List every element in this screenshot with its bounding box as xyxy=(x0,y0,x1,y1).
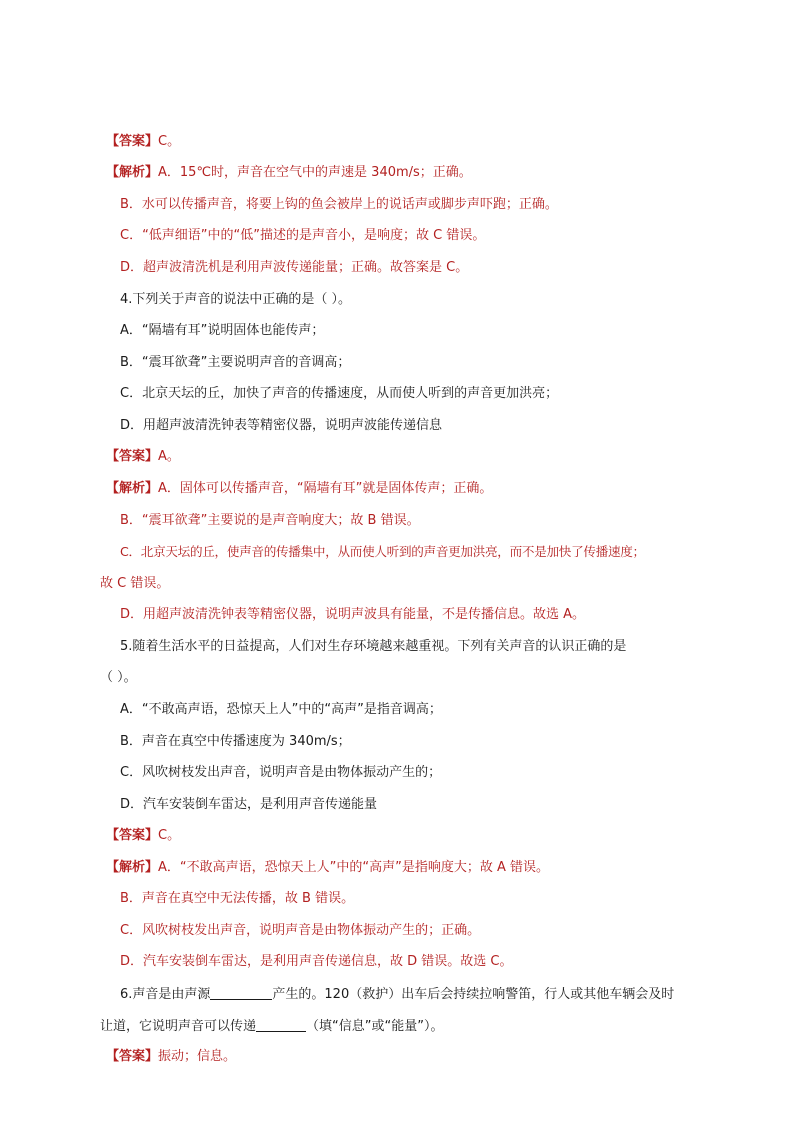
q3-analysis-a-line xyxy=(106,164,472,182)
q5-option-b: B．声音在真空中传播速度为 340m/s； xyxy=(120,734,351,749)
answer-label: 【答案】 xyxy=(106,828,159,843)
q6-stem-2b: （填“信息”或“能量”）。 xyxy=(306,1019,444,1034)
q5-option-d: D．汽车安装倒车雷达，是利用声音传递能量 xyxy=(120,797,378,812)
fill-blank-1 xyxy=(210,985,272,1000)
q6-stem-1b: 产生的。120（救护）出车后会持续拉响警笛，行人或其他车辆会及时 xyxy=(272,987,675,1002)
q3-analysis-a: A．15℃时，声音在空气中的声速是 340m/s；正确。 xyxy=(158,165,472,180)
q4-option-a: A．“隔墙有耳”说明固体也能传声； xyxy=(120,323,325,338)
answer-label: 【答案】 xyxy=(106,134,159,149)
q6-stem-2a: 让道，它说明声音可以传递 xyxy=(100,1019,257,1034)
analysis-label: 【解析】 xyxy=(106,481,159,496)
fill-blank-2 xyxy=(256,1017,306,1032)
q4-analysis-b: B．“震耳欲聋”主要说的是声音响度大；故 B 错误。 xyxy=(120,513,420,528)
q4-option-d: D．用超声波清洗钟表等精密仪器，说明声波能传递信息 xyxy=(120,418,443,433)
q5-analysis-a-line xyxy=(106,859,549,877)
q4-option-b: B．“震耳欲聋”主要说明声音的音调高； xyxy=(120,355,351,370)
q4-option-c: C．北京天坛的丘，加快了声音的传播速度，从而使人听到的声音更加洪亮； xyxy=(120,386,559,401)
q4-answer: A。 xyxy=(158,449,180,464)
q6-answer-line xyxy=(106,1048,236,1066)
q4-analysis-c2: 故 C 错误。 xyxy=(100,576,170,591)
q6-stem-1 xyxy=(120,985,674,1004)
answer-label: 【答案】 xyxy=(106,1049,159,1064)
q5-option-a: A．“不敢高声语，恐惊天上人”中的“高声”是指音调高； xyxy=(120,702,442,717)
q3-answer-line xyxy=(106,133,180,151)
q5-analysis-c: C．风吹树枝发出声音，说明声音是由物体振动产生的；正确。 xyxy=(120,923,481,938)
analysis-label: 【解析】 xyxy=(106,860,159,875)
q3-analysis-b: B．水可以传播声音，将要上钩的鱼会被岸上的说话声或脚步声吓跑；正确。 xyxy=(120,197,558,212)
answer-label: 【答案】 xyxy=(106,449,159,464)
q5-analysis-a: A．“不敢高声语，恐惊天上人”中的“高声”是指响度大；故 A 错误。 xyxy=(158,860,550,875)
q4-answer-line xyxy=(106,448,180,466)
q4-analysis-c1: C．北京天坛的丘，使声音的传播集中，从而使人听到的声音更加洪亮，而不是加快了传播速度； xyxy=(120,544,645,559)
q5-answer: C。 xyxy=(158,828,181,843)
q4-analysis-d: D．用超声波清洗钟表等精密仪器，说明声波具有能量，不是传播信息。故选 A。 xyxy=(120,607,586,622)
q6-stem-2 xyxy=(100,1017,443,1036)
q3-analysis-d: D．超声波清洗机是利用声波传递能量；正确。故答案是 C。 xyxy=(120,260,469,275)
q3-answer: C。 xyxy=(158,134,181,149)
q4-analysis-a-line xyxy=(106,480,492,498)
analysis-label: 【解析】 xyxy=(106,165,159,180)
q4-analysis-a: A．固体可以传播声音，“隔墙有耳”就是固体传声；正确。 xyxy=(158,481,493,496)
q4-stem: 4.下列关于声音的说法中正确的是（ ）。 xyxy=(120,292,352,307)
q5-stem-2: （ ）。 xyxy=(100,670,137,685)
q5-analysis-d: D．汽车安装倒车雷达，是利用声音传递信息，故 D 错误。故选 C。 xyxy=(120,954,513,969)
q6-answer: 振动；信息。 xyxy=(158,1049,237,1064)
q6-stem-1a: 6.声音是由声源 xyxy=(120,987,211,1002)
q5-answer-line xyxy=(106,827,180,845)
q3-analysis-c: C．“低声细语”中的“低”描述的是声音小，是响度；故 C 错误。 xyxy=(120,228,486,243)
q5-option-c: C．风吹树枝发出声音，说明声音是由物体振动产生的； xyxy=(120,765,442,780)
q5-stem-1: 5.随着生活水平的日益提高，人们对生存环境越来越重视。下列有关声音的认识正确的是 xyxy=(120,639,627,654)
q5-analysis-b: B．声音在真空中无法传播，故 B 错误。 xyxy=(120,891,355,906)
